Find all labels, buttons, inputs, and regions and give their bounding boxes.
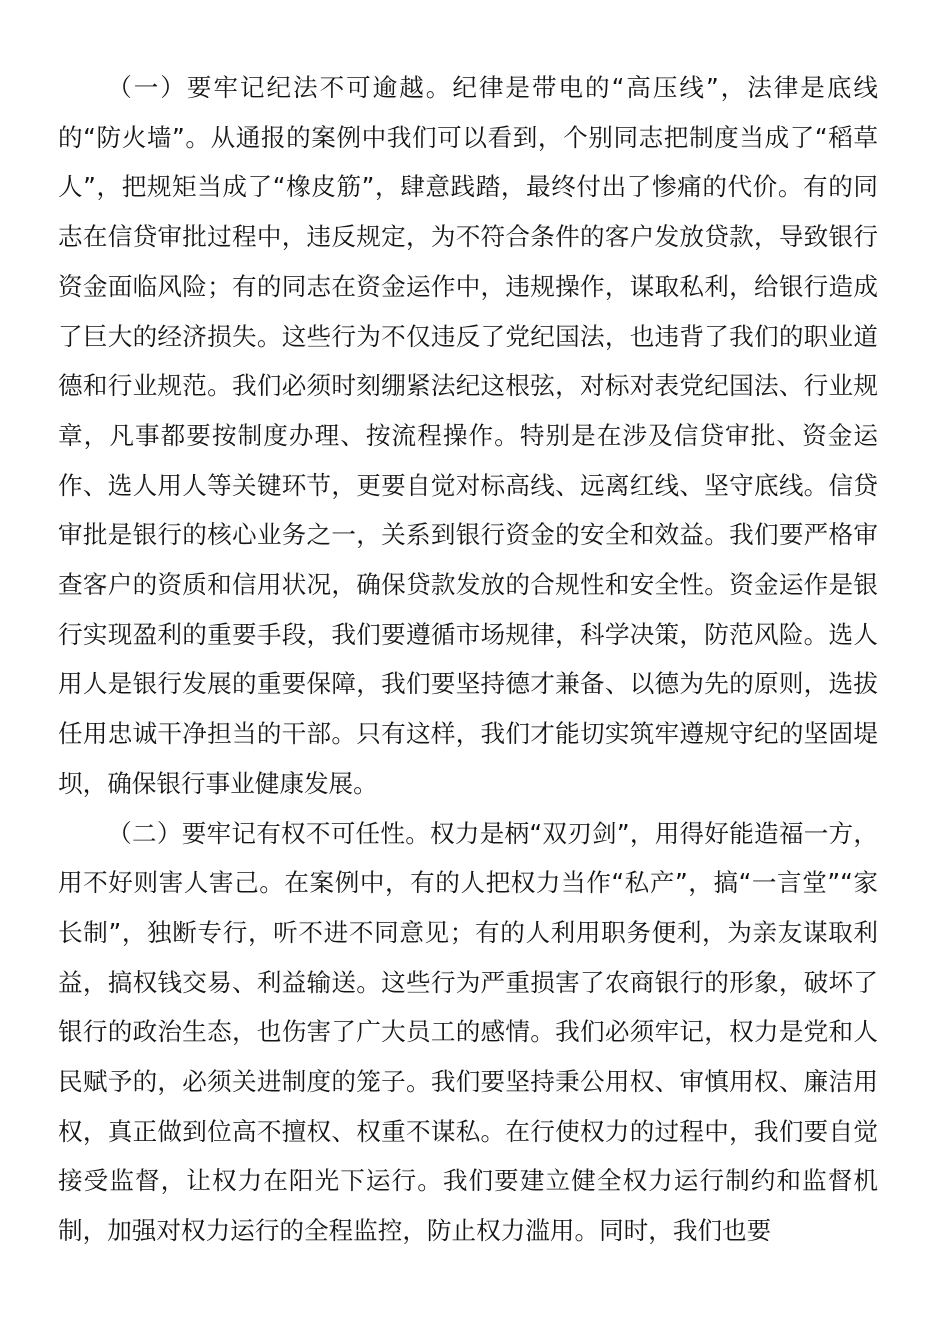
paragraph-discipline-law: （一）要牢记纪法不可逾越。纪律是带电的“高压线”，法律是底线的“防火墙”。从通报的案例中我们可以看到，个别同志把制度当成了“稻草人”，把规矩当成了“橡皮筋”，肆意践踏，最终付出了惨痛的代价。有的同志在信贷审批过程中，违反规定，为不符合条件的客户发放贷款，导致银行资金面临风险；有的同志在资金运作中，违规操作，谋取私利，给银行造成了巨大的经济损失。这些行为不仅违反了党纪国法，也违背了我们的职业道德和行业规范。我们必须时刻绷紧法纪这根弦，对标对表党纪国法、行业规章，凡事都要按制度办理、按流程操作。特别是在涉及信贷审批、资金运作、选人用人等关键环节，更要自觉对标高线、远离红线、坚守底线。信贷审批是银行的核心业务之一，关系到银行资金的安全和效益。我们要严格审查客户的资质和信用状况，确保贷款发放的合规性和安全性。资金运作是银行实现盈利的重要手段，我们要遵循市场规律，科学决策，防范风险。选人用人是银行发展的重要保障，我们要坚持德才兼备、以德为先的原则，选拔任用忠诚干净担当的干部。只有这样，我们才能切实筑牢遵规守纪的坚固堤坝，确保银行事业健康发展。 xyxy=(58,73,878,798)
document-page xyxy=(58,63,878,1256)
paragraph-power-use: （二）要牢记有权不可任性。权力是柄“双刃剑”，用得好能造福一方，用不好则害人害己。在案例中，有的人把权力当作“私产”，搞“一言堂”“家长制”，独断专行，听不进不同意见；有的人利用职务便利，为亲友谋取利益，搞权钱交易、利益输送。这些行为严重损害了农商银行的形象，破坏了银行的政治生态，也伤害了广大员工的感情。我们必须牢记，权力是党和人民赋予的，必须关进制度的笼子。我们要坚持秉公用权、审慎用权、廉洁用权，真正做到位高不擅权、权重不谋私。在行使权力的过程中，我们要自觉接受监督，让权力在阳光下运行。我们要建立健全权力运行制约和监督机制，加强对权力运行的全程监控，防止权力滥用。同时，我们也要 xyxy=(58,818,878,1246)
